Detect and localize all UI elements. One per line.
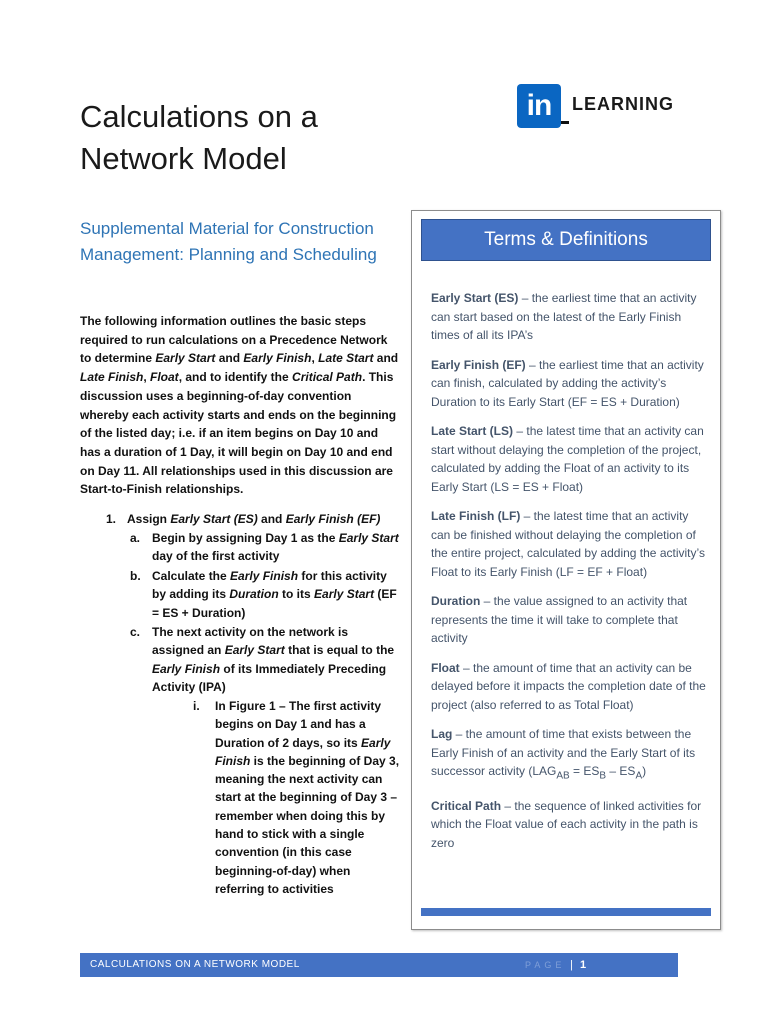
definition-item: Early Finish (EF) – the earliest time that an activity can finish, calculated by adding the activity’s Duration to its Early Start (EF = ES + Duration) <box>431 357 704 409</box>
step-1a: a. Begin by assigning Day 1 as the Early Start day of the first activity <box>130 531 399 564</box>
definitions-list <box>431 289 707 863</box>
definition-item: Late Start (LS) – the latest time that an activity can start without delaying the completion of the project, calculated by adding the Float of an activity to its Early Start (LS = ES + Float) <box>431 424 704 494</box>
definition-item: Duration – the value assigned to an activity that represents the time it will take to complete that activity <box>431 594 688 645</box>
definition-item: Early Start (ES) – the earliest time that an activity can start based on the latest of the Early Finish times of all its IPA’s <box>431 291 697 342</box>
panel-header: Terms & Definitions <box>421 219 711 261</box>
step-1-heading: Assign Early Start (ES) and Early Finish (EF) <box>127 512 381 526</box>
footer-page-number: 1 <box>580 959 587 971</box>
definition-item: Lag – the amount of time that exists between the Early Finish of an activity and the Early Start of its successor activity $(LAG_{AB} = ES_B - ES_A)$ <box>431 727 696 782</box>
step-1c-i: i. In Figure 1 – The first activity begins on Day 1 and has a Duration of 2 days, so its Early Finish is the beginning of Day 3, meaning the next activity can start at the beginning of Day 3 – remember when doing this by hand to stick with a single convention (in this case beginning-of-day) when referring to activities <box>193 699 400 896</box>
logo-underline <box>561 121 569 124</box>
definition-item: Float – the amount of time that an activity can be delayed before it impacts the completion date of the project (also referred to as Total Float) <box>431 660 706 712</box>
document-subtitle: Supplemental Material for Construction Management: Planning and Scheduling <box>80 219 377 264</box>
footer-document-title: CALCULATIONS ON A NETWORK MODEL <box>90 959 300 970</box>
definition-item: Critical Path – the sequence of linked activities for which the Float value of each activity in the path is zero <box>431 798 702 850</box>
footer-page-label: PAGE <box>525 960 566 970</box>
step-1c: c. The next activity on the network is assigned an Early Start that is equal to the Early Finish of its Immediately Preceding Activity (IPA) <box>130 625 395 694</box>
step-number: 1. <box>106 512 117 526</box>
footer-separator: | <box>570 959 573 971</box>
panel-bottom-bar <box>421 908 711 916</box>
linkedin-in-icon: in <box>517 84 561 128</box>
terms-definitions-panel <box>411 210 721 930</box>
step-1b: b. Calculate the Early Finish for this activity by adding its Duration to its Early Start (EF = ES + Duration) <box>130 569 397 620</box>
definition-item: Late Finish (LF) – the latest time that an activity can be finished without delaying the completion of the entire project, calculated by adding the activity’s Float to its Early Finish (LF = EF + Float) <box>431 509 705 579</box>
intro-paragraph: The following information outlines the basic steps required to run calculations on a Precedence Network to determine Early Start and Early Finish, Late Start and Late Finish, Float, and to identify the Critical Path. This discussion uses a beginning-of-day convention whereby each activity starts and ends on the beginning of the listed day; i.e. if an item begins on Day 10 and has a duration of 1 Day, it will begin on Day 10 and end on Day 11. All relationships used in this discussion are Start-to-Finish relationships. <box>80 314 399 497</box>
page-title: Calculations on a Network Model <box>80 99 318 176</box>
logo-text: LEARNING <box>572 94 674 114</box>
page-footer <box>80 953 678 977</box>
